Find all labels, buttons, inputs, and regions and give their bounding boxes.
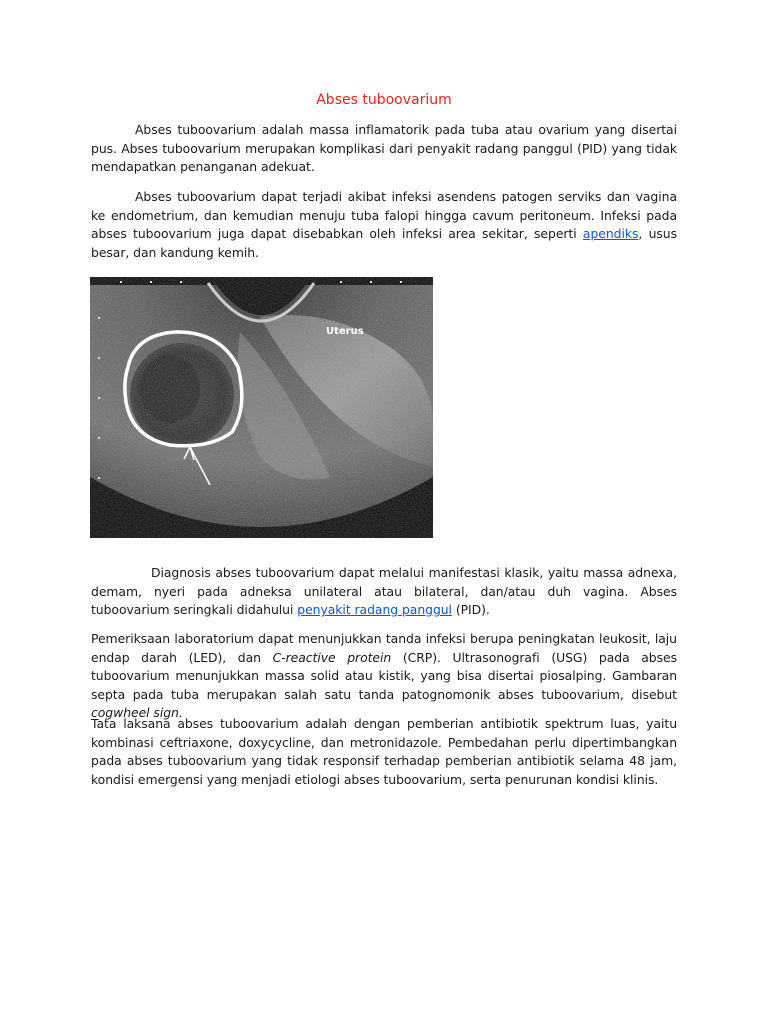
paragraph-diagnosis-text: Diagnosis abses tuboovarium dapat melalui manifestasi klasik, yaitu massa adnexa, demam, nyeri pada adneksa unilateral atau bilateral, dan/atau duh vagina. Abses tuboovarium seringkali didahului <box>91 565 677 618</box>
paragraph-examination-text-2: (CRP). Ultrasonografi (USG) pada abses tuboovarium menunjukkan massa solid atau kistik, yang bisa disertai piosalping. Gambaran septa pada tuba merupakan salah satu tanda patognomonik abses tuboovarium, disebut <box>91 649 677 702</box>
link-apendiks[interactable]: apendiks <box>582 226 639 242</box>
paragraph-examination-cogwheel: cogwheel sign. <box>91 705 183 721</box>
paragraph-examination-text-1: Pemeriksaan laboratorium dapat menunjukkan tanda infeksi berupa peningkatan leukosit, laju endap darah (LED), dan <box>91 631 677 665</box>
link-penyakit-radang-panggul[interactable]: penyakit radang panggul <box>297 602 452 618</box>
paragraph-etiology <box>91 188 677 262</box>
paragraph-definition-text: Abses tuboovarium adalah massa inflamatorik pada tuba atau ovarium yang disertai pus. Abses tuboovarium merupakan komplikasi dari penyakit radang panggul (PID) yang tidak mendapatkan penanganan adekuat. <box>91 122 677 175</box>
paragraph-examination <box>91 630 677 723</box>
paragraph-etiology-tail: , usus besar, dan kandung kemih. <box>91 226 677 260</box>
paragraph-diagnosis-tail: (PID). <box>451 602 490 618</box>
ultrasound-image <box>90 277 433 538</box>
paragraph-definition <box>91 121 677 177</box>
paragraph-management <box>91 715 677 789</box>
document-title: Abses tuboovarium <box>316 92 452 108</box>
paragraph-examination-crp: C-reactive protein <box>272 649 392 665</box>
paragraph-etiology-text: Abses tuboovarium dapat terjadi akibat infeksi asendens patogen serviks dan vagina ke endometrium, dan kemudian menuju tuba falopi hingga cavum peritoneum. Infeksi pada abses tuboovarium juga dapat disebabkan oleh infeksi area sekitar, seperti <box>91 189 677 242</box>
paragraph-diagnosis <box>91 564 677 620</box>
ultrasound-label-uterus: Uterus <box>326 326 364 337</box>
paragraph-management-text: Tata laksana abses tuboovarium adalah dengan pemberian antibiotik spektrum luas, yaitu kombinasi ceftriaxone, doxycycline, dan metronidazole. Pembedahan perlu dipertimbangkan pada abses tuboovarium yang tidak responsif terhadap pemberian antibiotik selama 48 jam, kondisi emergensi yang menjadi etiologi abses tuboovarium, serta penurunan kondisi klinis. <box>91 716 677 787</box>
